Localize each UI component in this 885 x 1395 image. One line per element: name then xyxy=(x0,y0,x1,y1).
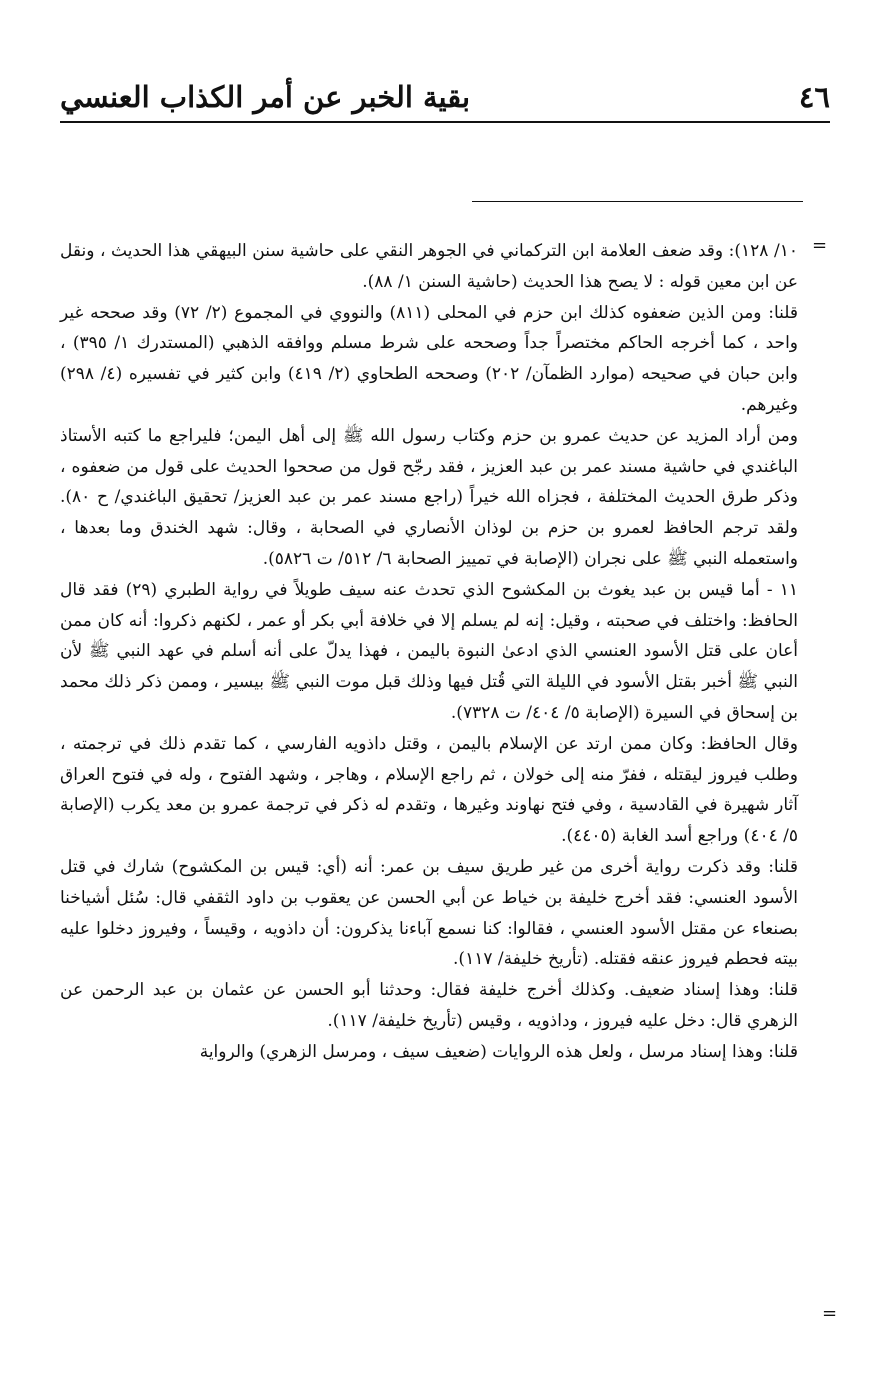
page-number: ٤٦ xyxy=(798,80,830,114)
footnote-body xyxy=(60,236,798,1068)
paragraph: قلنا: وقد ذكرت رواية أخرى من غير طريق سيف بن عمر: أنه (أي: قيس بن المكشوح) شارك في قتل الأسود العنسي: فقد أخرج خليفة بن خياط عن أبي الحسن عن يعقوب بن داود الثقفي قال: سُئل أشياخنا بصنعاء عن مقتل الأسود العنسي ، فقالوا: كنا نسمع آباءنا يذكرون: أن داذويه ، وقيساً ، وفيروز دخلوا عليه بيته فحطم فيروز عنقه فقتله. (تأريخ خليفة/ ١١٧). xyxy=(60,856,798,970)
header-rule xyxy=(60,121,830,123)
continuation-mark: = xyxy=(812,235,828,256)
paragraph: ومن أراد المزيد عن حديث عمرو بن حزم وكتاب رسول الله ﷺ إلى أهل اليمن؛ فليراجع ما كتبه الأستاذ الباغندي في حاشية مسند عمر بن عبد العزيز ، فقد رجّح قول من صححوا الحديث على قول من ضعفوه ، وذكر طرق الحديث المختلفة ، فجزاه الله خيراً (راجع مسند عمر بن عبد العزيز/ تحقيق الباغندي/ ح ٨٠). ولقد ترجم الحافظ لعمرو بن حزم بن لوذان الأنصاري في الصحابة ، وقال: شهد الخندق وما بعدها ، واستعمله النبي ﷺ على نجران (الإصابة في تمييز الصحابة ٦/ ٥١٢/ ت ٥٨٢٦). xyxy=(60,425,798,569)
paragraph: قلنا: وهذا إسناد ضعيف. وكذلك أخرج خليفة فقال: وحدثنا أبو الحسن عن عثمان بن عبد الرحمن عن الزهري قال: دخل عليه فيروز ، وداذويه ، وقيس (تأريخ خليفة/ ١١٧). xyxy=(60,980,798,1031)
paragraph: ١١ - أما قيس بن عبد يغوث بن المكشوح الذي تحدث عنه سيف طويلاً في رواية الطبري (٢٩) فقد قال الحافظ: واختلف في صحبته ، وقيل: إنه لم يسلم إلا في خلافة أبي بكر أو عمر ، لكنهم ذكروا: أنه كان ممن أعان على قتل الأسود العنسي الذي ادعىٰ النبوة باليمن ، فهذا يدلّ على أنه أسلم في عهد النبي ﷺ لأن النبي ﷺ أخبر بقتل الأسود في الليلة التي قُتل فيها وذلك قبل موت النبي ﷺ بيسير ، وممن ذكر ذلك محمد بن إسحاق في السيرة (الإصابة ٥/ ٤٠٤/ ت ٧٣٢٨). xyxy=(60,579,798,723)
running-head: بقية الخبر عن أمر الكذاب العنسي xyxy=(60,80,471,114)
paragraph: قلنا: ومن الذين ضعفوه كذلك ابن حزم في المحلى (٨١١) والنووي في المجموع (٢/ ٧٢) وقد صححه غير واحد ، كما أخرجه الحاكم مختصراً جداً وصححه على شرط مسلم ووافقه الذهبي (المستدرك ١/ ٣٩٥) ، وابن حبان في صحيحه (موارد الظمآن/ ٢٠٢) وصححه الطحاوي (٢/ ٤١٩) وابن كثير في تفسيره (٤/ ٢٩٨) وغيرهم. xyxy=(60,302,799,415)
continuation-mark-end: = xyxy=(822,1303,838,1324)
paragraph: قلنا: وهذا إسناد مرسل ، ولعل هذه الروايات (ضعيف سيف ، ومرسل الزهري) والرواية xyxy=(199,1041,798,1062)
footnote-separator xyxy=(472,201,803,202)
paragraph: وقال الحافظ: وكان ممن ارتد عن الإسلام باليمن ، وقتل داذويه الفارسي ، كما تقدم ذلك في ترجمته ، وطلب فيروز ليقتله ، ففرّ منه إلى خولان ، ثم راجع الإسلام ، وهاجر ، وشهد الفتوح ، وله في فتوح العراق آثار شهيرة في القادسية ، وفي فتح نهاوند وغيرها ، وتقدم له ذكر في ترجمة عمرو بن معد يكرب (الإصابة ٥/ ٤٠٤) وراجع أسد الغابة (٤٤٠٥). xyxy=(60,733,798,847)
paragraph: ١٠/ ١٢٨): وقد ضعف العلامة ابن التركماني في الجوهر النقي على حاشية سنن البيهقي هذا الحديث ، ونقل عن ابن معين قوله : لا يصح هذا الحديث (حاشية السنن ١/ ٨٨). xyxy=(60,241,798,292)
page-header xyxy=(60,78,830,122)
